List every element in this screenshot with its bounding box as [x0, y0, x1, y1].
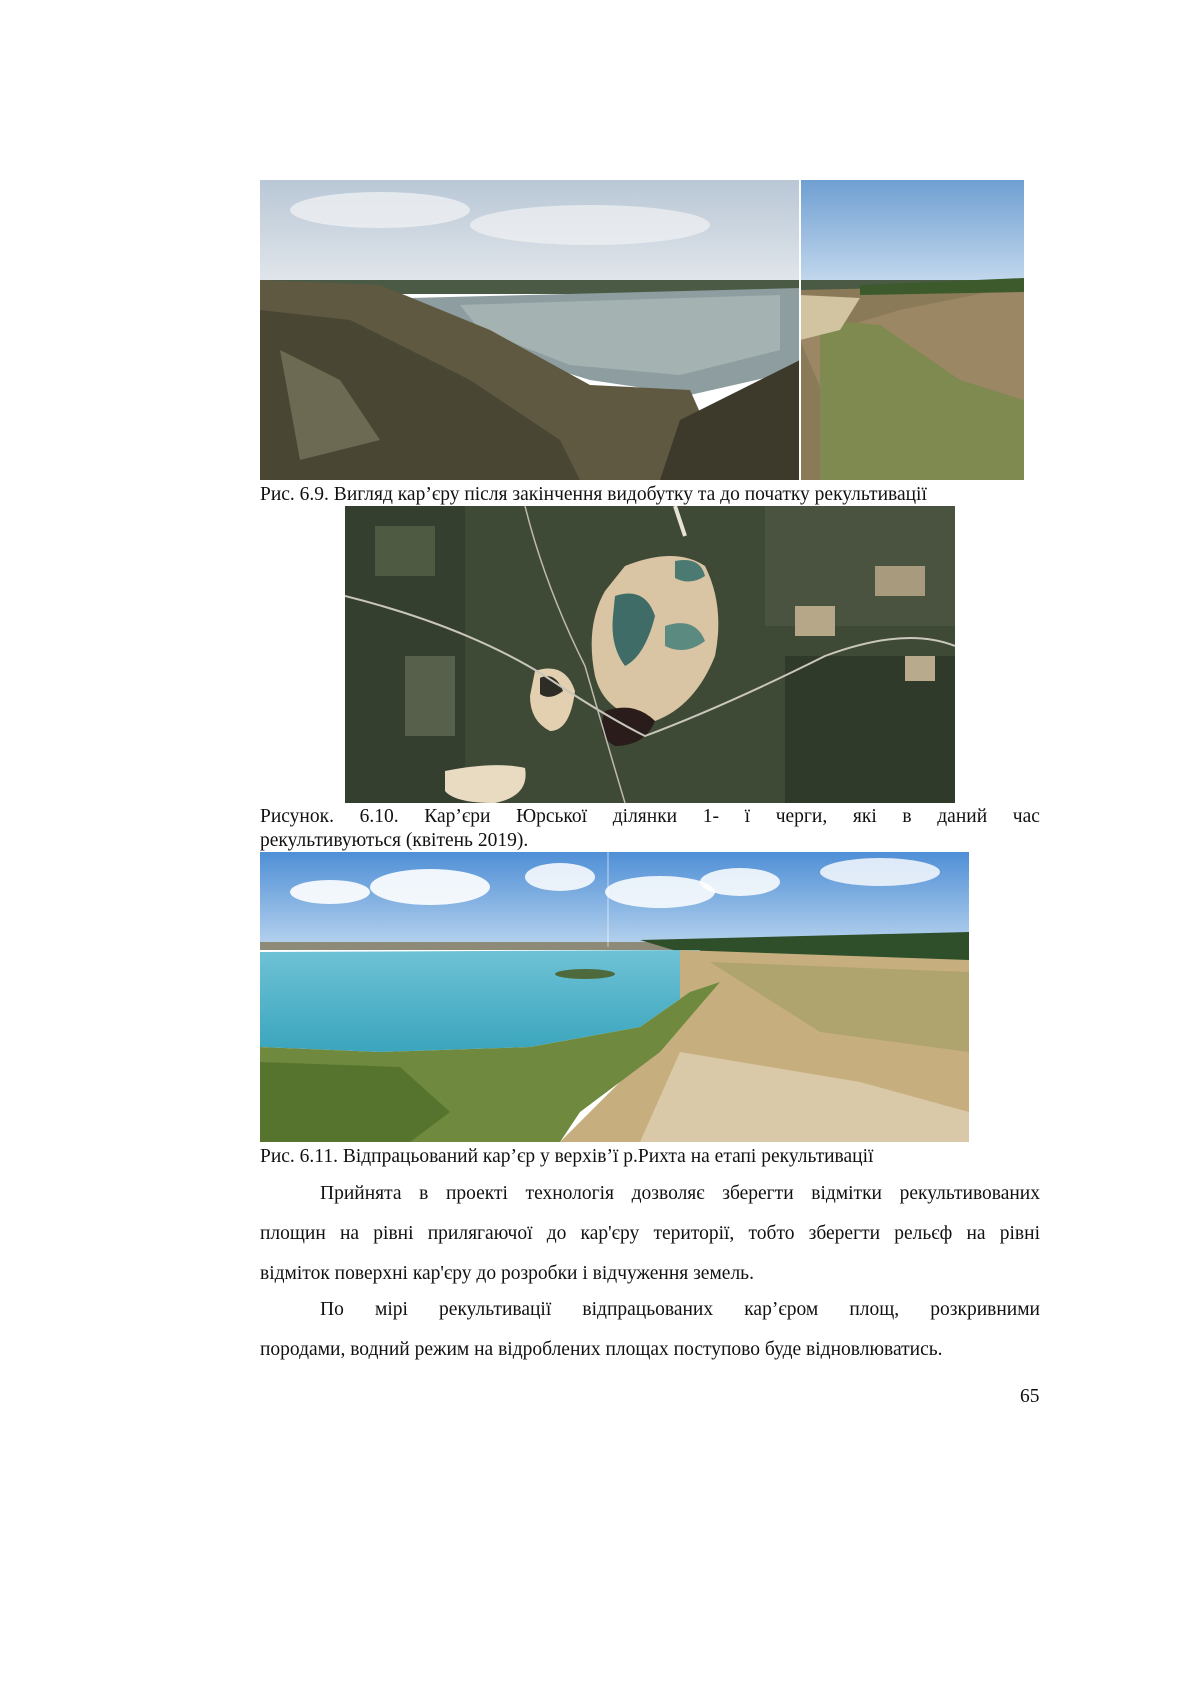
- caption-word: Кар’єри: [424, 806, 491, 827]
- caption-word: Юрської: [516, 806, 588, 827]
- caption-word: які: [852, 806, 877, 827]
- figure-6-10-caption-line2: рекультивуються (квітень 2019).: [260, 830, 529, 851]
- caption-word: час: [1012, 806, 1040, 827]
- caption-word: ї: [744, 806, 751, 827]
- page-number: 65: [1020, 1386, 1040, 1407]
- body-paragraph-2: [260, 1290, 1040, 1370]
- quarry-photo-after-mining: [260, 180, 1024, 480]
- quarry-lake-photo-recultivation: [260, 852, 969, 1142]
- figure-6-9-caption: Рис. 6.9. Вигляд кар’єру після закінчення видобутку та до початку рекультивації: [260, 484, 927, 505]
- body-paragraph-1: [260, 1174, 1040, 1294]
- paragraph-line: Прийнята в проекті технологія дозволяє зберегти відмітки рекультивованих: [320, 1183, 1040, 1204]
- caption-word: 1-: [702, 806, 720, 827]
- paragraph-line: По мірі рекультивації відпрацьованих кар’єром площ, розкривними: [320, 1299, 1040, 1320]
- paragraph-line: породами, водний режим на відроблених площах поступово буде відновлюватись.: [260, 1339, 943, 1360]
- caption-word: ділянки: [612, 806, 678, 827]
- caption-word: даний: [937, 806, 988, 827]
- caption-word: в: [902, 806, 912, 827]
- figure-6-10-caption-line1: [260, 805, 1040, 829]
- caption-word: черги,: [775, 806, 828, 827]
- caption-word: 6.10.: [359, 806, 399, 827]
- quarry-satellite-image: [345, 506, 955, 803]
- paragraph-line: відміток поверхні кар'єру до розробки і відчуження земель.: [260, 1263, 754, 1284]
- paragraph-line: площин на рівні прилягаючої до кар'єру території, тобто зберегти рельєф на рівні: [260, 1223, 1040, 1244]
- figure-6-11-caption: Рис. 6.11. Відпрацьований кар’єр у верхів’ї р.Рихта на етапі рекультивації: [260, 1146, 874, 1167]
- caption-word: Рисунок.: [260, 806, 334, 827]
